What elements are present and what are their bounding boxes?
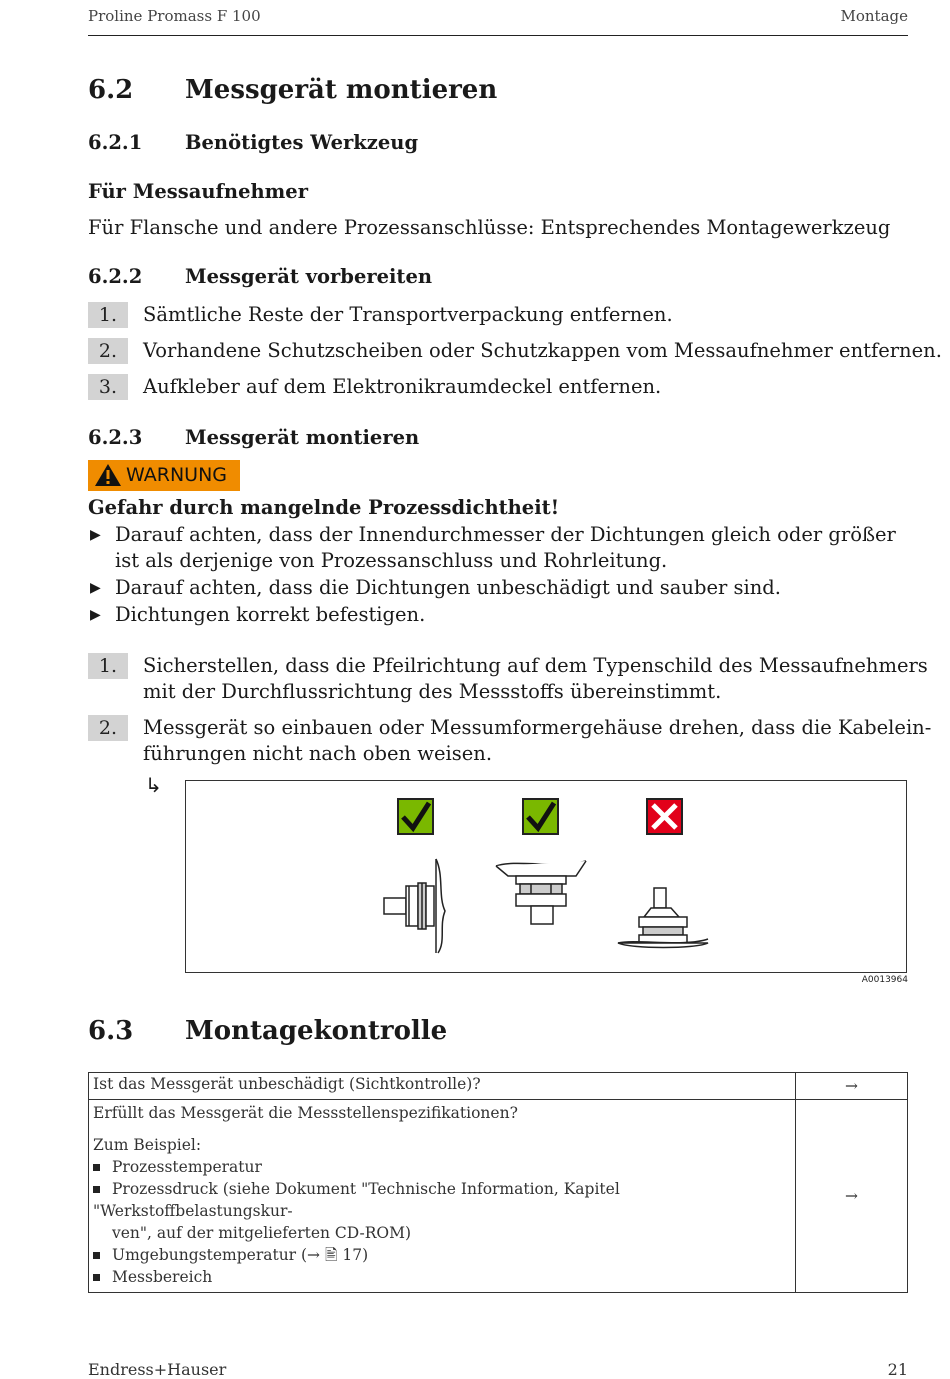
result-arrow-icon: ↳ — [145, 773, 162, 797]
device-drawing-down — [496, 861, 586, 924]
list-item-continuation: ven", auf der mitgelieferten CD-ROM) — [112, 1224, 412, 1242]
bullet-square-icon — [93, 1186, 100, 1193]
arrow-right-icon: → — [796, 1073, 908, 1100]
sensor-text: Für Flansche und andere Prozessanschlüsse: Entsprechendes Montagewerkzeug — [88, 216, 891, 239]
checklist-table — [88, 1072, 908, 1293]
subsection-title: Benötigtes Werkzeug — [185, 131, 419, 154]
subsection-title: Messgerät montieren — [185, 426, 420, 449]
step-number: 3. — [88, 374, 128, 400]
section-number: 6.3 — [88, 1016, 134, 1046]
step-number: 2. — [88, 338, 128, 364]
figure-id: A0013964 — [861, 975, 908, 985]
bullet-triangle-icon: ▶ — [90, 607, 101, 623]
checklist-cell — [89, 1100, 796, 1293]
arrow-right-icon: → — [796, 1100, 908, 1293]
bullet-triangle-icon: ▶ — [90, 580, 101, 596]
step-text: Vorhandene Schutzscheiben oder Schutzkappen vom Messaufnehmer entfernen. — [143, 339, 942, 362]
section-title: Messgerät montieren — [185, 75, 498, 105]
header-document-title: Proline Promass F 100 — [88, 7, 261, 25]
checklist-question: Erfüllt das Messgerät die Messstellenspezifikationen? — [93, 1104, 518, 1122]
bullet-square-icon — [93, 1252, 100, 1259]
sensor-heading: Für Messaufnehmer — [88, 180, 308, 203]
step-number: 1. — [88, 653, 128, 679]
step-text-line: Messgerät so einbauen oder Messumformergehäuse drehen, dass die Kabelein- — [143, 716, 932, 739]
step-text: Sämtliche Reste der Transportverpackung entfernen. — [143, 303, 673, 326]
header-chapter: Montage — [840, 7, 908, 25]
step-number: 2. — [88, 715, 128, 741]
table-row — [89, 1100, 908, 1293]
warning-label: WARNUNG — [126, 464, 228, 486]
subsection-number: 6.2.2 — [88, 265, 143, 288]
list-item — [93, 1266, 791, 1288]
warning-triangle-icon — [94, 463, 122, 487]
table-row — [89, 1073, 908, 1100]
section-number: 6.2 — [88, 75, 134, 105]
check-icon — [398, 799, 433, 834]
subsection-title: Messgerät vorbereiten — [185, 265, 433, 288]
installation-drawing — [186, 781, 906, 971]
list-item — [93, 1178, 791, 1222]
section-title: Montagekontrolle — [185, 1016, 448, 1046]
warning-item: Dichtungen korrekt befestigen. — [115, 603, 426, 626]
device-drawing-side — [384, 859, 445, 953]
step-text-line: mit der Durchflussrichtung des Messstoffs übereinstimmt. — [143, 680, 722, 703]
list-item-text: Prozessdruck (siehe Dokument "Technische Information, Kapitel "Werkstoffbelastungskur- — [93, 1180, 620, 1220]
page-number: 21 — [887, 1360, 908, 1379]
check-icon — [523, 799, 558, 834]
step-text-line: Sicherstellen, dass die Pfeilrichtung auf dem Typenschild des Messaufnehmers — [143, 654, 928, 677]
bullet-square-icon — [93, 1274, 100, 1281]
list-item-text[interactable]: Umgebungstemperatur (→ 🖹 17) — [112, 1246, 369, 1264]
step-number: 1. — [88, 302, 128, 328]
warning-item: Darauf achten, dass die Dichtungen unbeschädigt und sauber sind. — [115, 576, 781, 599]
bullet-square-icon — [93, 1164, 100, 1171]
list-item-text: Prozesstemperatur — [112, 1158, 262, 1176]
footer-company: Endress+Hauser — [88, 1360, 227, 1379]
checklist-question: Ist das Messgerät unbeschädigt (Sichtkontrolle)? — [89, 1073, 796, 1100]
step-text: Aufkleber auf dem Elektronikraumdeckel entfernen. — [143, 375, 662, 398]
list-item — [93, 1244, 791, 1266]
installation-figure — [185, 780, 907, 973]
warning-badge — [88, 460, 240, 491]
bullet-triangle-icon: ▶ — [90, 527, 101, 543]
device-drawing-up — [618, 888, 708, 948]
step-text-line: führungen nicht nach oben weisen. — [143, 742, 493, 765]
example-label: Zum Beispiel: — [93, 1136, 202, 1154]
list-item — [93, 1156, 791, 1178]
subsection-number: 6.2.3 — [88, 426, 143, 449]
cross-icon — [647, 799, 682, 834]
list-item-text: Messbereich — [112, 1268, 213, 1286]
warning-title: Gefahr durch mangelnde Prozessdichtheit! — [88, 496, 560, 519]
subsection-number: 6.2.1 — [88, 131, 143, 154]
header-rule — [88, 35, 908, 36]
warning-item: Darauf achten, dass der Innendurchmesser der Dichtungen gleich oder größer ist als derjenige von Prozessanschluss und Rohrleitung. — [115, 523, 896, 572]
